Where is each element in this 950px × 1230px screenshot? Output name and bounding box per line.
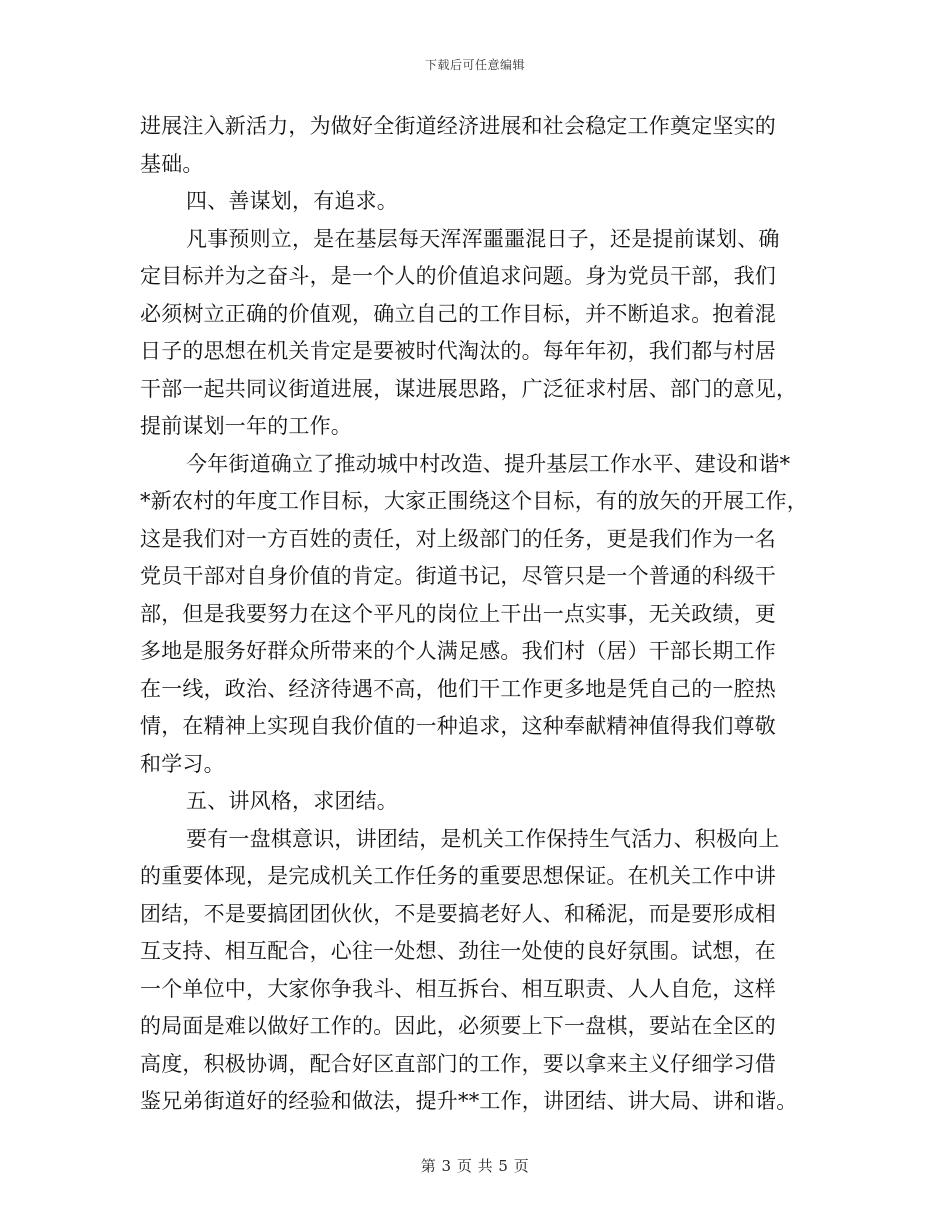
text-line: 的局面是难以做好工作的。因此，必须要上下一盘棋，要站在全区的 — [140, 1014, 776, 1038]
text-line: 进展注入新活力，为做好全街道经济进展和社会稳定工作奠定坚实的 — [140, 114, 776, 138]
text-line: 党员干部对自身价值的肯定。街道书记，尽管只是一个普通的科级干 — [140, 564, 776, 588]
text-line: 高度，积极协调，配合好区直部门的工作，要以拿来主义仔细学习借 — [140, 1051, 776, 1076]
page-header: 下载后可任意编辑 — [424, 58, 525, 72]
text-line: 鉴兄弟街道好的经验和做法，提升**工作，讲团结、讲大局、讲和谐。 — [140, 1089, 798, 1113]
text-line: 凡事预则立，是在基层每天浑浑噩噩混日子，还是提前谋划、确 — [186, 226, 780, 251]
body-text — [140, 108, 820, 1121]
text-line: 定目标并为之奋斗，是一个人的价值追求问题。身为党员干部，我们 — [140, 264, 776, 288]
page-number: 第 3 页 共 5 页 — [420, 1157, 530, 1175]
section-heading: 五、讲风格，求团结。 — [186, 789, 398, 813]
text-line: 日子的思想在机关肯定是要被时代淘汰的。每年年初，我们都与村居 — [140, 339, 776, 363]
text-line: 情，在精神上实现自我价值的一种追求，这种奉献精神值得我们尊敬 — [140, 714, 776, 738]
text-line: 提前谋划一年的工作。 — [140, 414, 352, 438]
text-line: 互支持、相互配合，心往一处想、劲往一处使的良好氛围。试想，在 — [140, 939, 776, 963]
text-line: 多地是服务好群众所带来的个人满足感。我们村（居）干部长期工作 — [140, 639, 776, 663]
text-line: 这是我们对一方百姓的责任，对上级部门的任务，更是我们作为一名 — [140, 526, 776, 551]
text-line: 要有一盘棋意识，讲团结，是机关工作保持生气活力、积极向上 — [186, 826, 780, 851]
text-line: 干部一起共同议街道进展，谋进展思路，广泛征求村居、部门的意见， — [140, 376, 798, 401]
text-line: 今年街道确立了推动城中村改造、提升基层工作水平、建设和谐* — [186, 451, 791, 476]
section-heading: 四、善谋划，有追求。 — [186, 189, 398, 213]
text-line: 在一线，政治、经济待遇不高，他们干工作更多地是凭自己的一腔热 — [140, 676, 776, 701]
text-line: 和学习。 — [140, 751, 225, 776]
text-line: 团结，不是要搞团团伙伙，不是要搞老好人、和稀泥，而是要形成相 — [140, 901, 776, 926]
text-line: 一个单位中，大家你争我斗、相互拆台、相互职责、人人自危，这样 — [140, 976, 776, 1001]
text-line: 基础。 — [140, 151, 204, 176]
text-line: 的重要体现，是完成机关工作任务的重要思想保证。在机关工作中讲 — [140, 864, 776, 888]
text-line: *新农村的年度工作目标，大家正围绕这个目标，有的放矢的开展工作， — [140, 489, 808, 513]
text-line: 部，但是我要努力在这个平凡的岗位上干出一点实事，无关政绩，更 — [140, 601, 776, 626]
text-line: 必须树立正确的价值观，确立自己的工作目标，并不断追求。抱着混 — [140, 301, 776, 326]
